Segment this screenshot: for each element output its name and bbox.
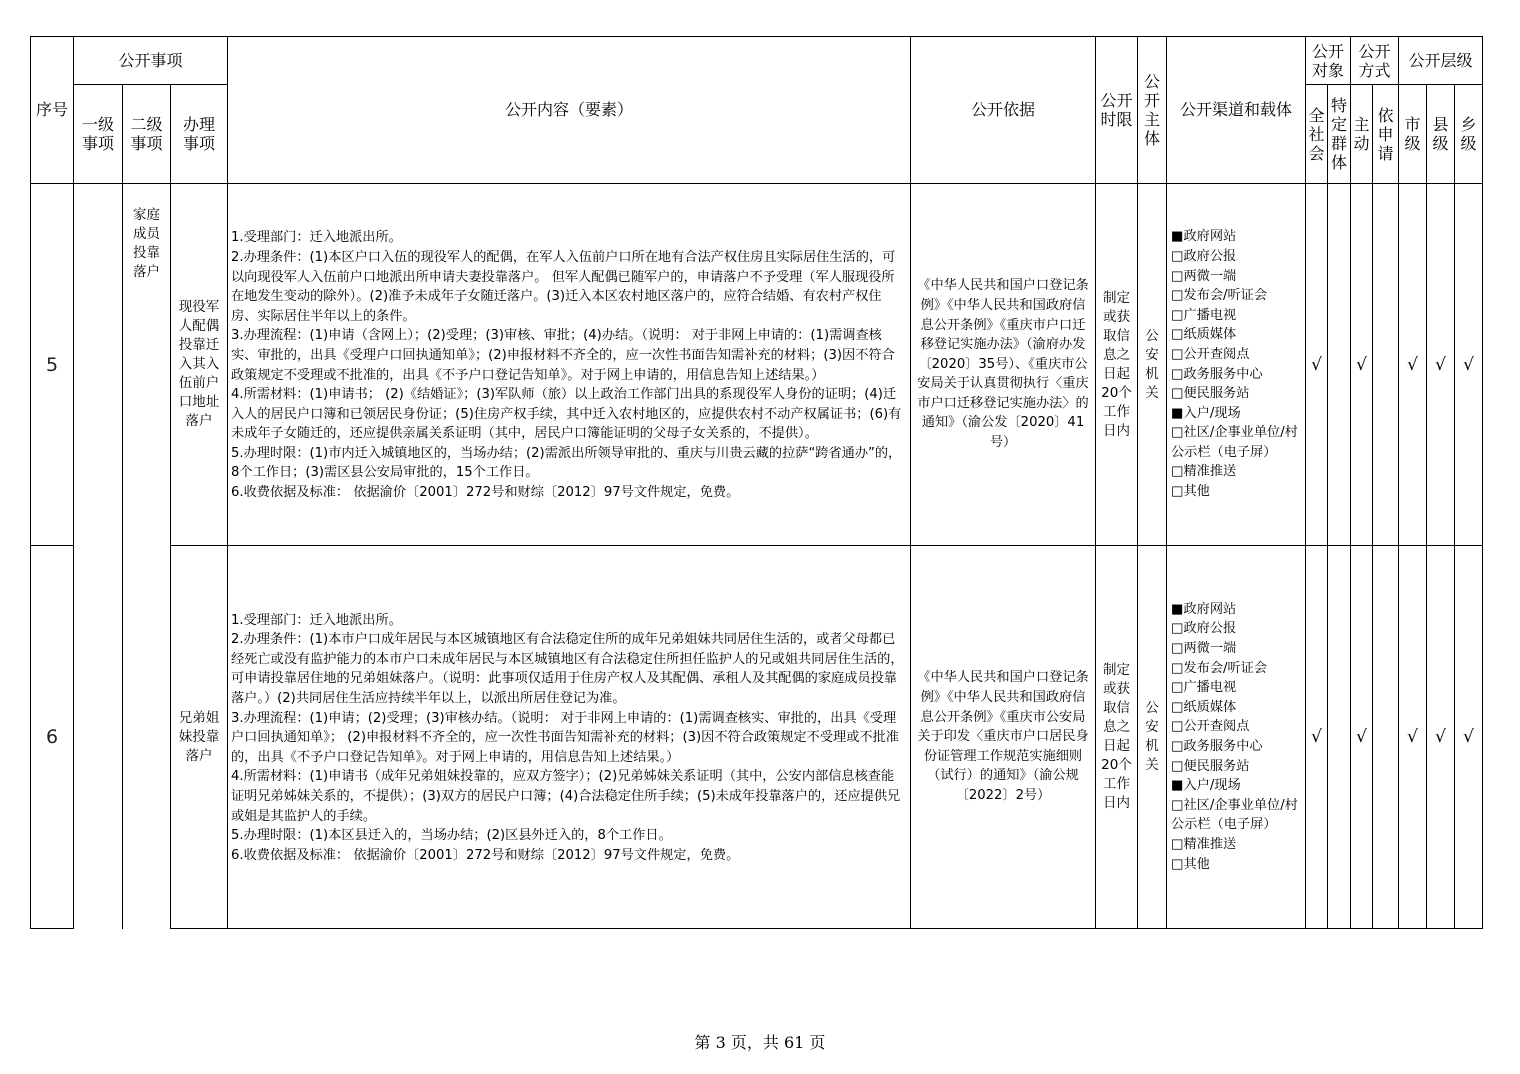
header-basis: 公开依据 [911, 37, 1096, 184]
channel-item: ■入户/现场 [1171, 778, 1241, 794]
header-object-group: 公开对象 [1306, 37, 1351, 85]
channel-item: □社区/企事业单位/村公示栏（电子屏） [1171, 425, 1298, 460]
header-channels: 公开渠道和载体 [1167, 37, 1306, 184]
row-content [228, 546, 911, 929]
content-line: 5.办理时限：(1)市内迁入城镇地区的，当场办结；(2)需派出所领导审批的、重庆与川贵云藏的拉萨“跨省通办”的，8个工作日；(3)需区县公安局审批的，15个工作日。 [231, 445, 902, 481]
content-line: 1.受理部门：迁入地派出所。 [231, 612, 402, 628]
channel-item: □其他 [1171, 856, 1210, 872]
channel-item: □其他 [1171, 484, 1210, 500]
channel-item: □两微一端 [1171, 641, 1237, 657]
channel-item: □纸质媒体 [1171, 699, 1237, 715]
channel-item: □两微一端 [1171, 268, 1237, 284]
channel-item: □公开查阅点 [1171, 346, 1250, 362]
row-content [228, 184, 911, 546]
channel-item: ■入户/现场 [1171, 405, 1241, 421]
header-level-town: 乡级 [1455, 85, 1483, 184]
header-subject: 公开主体 [1138, 37, 1167, 184]
row-subject: 公安机关 [1138, 546, 1167, 929]
header-level1: 一级事项 [74, 85, 123, 184]
check-method-active: √ [1351, 184, 1373, 546]
header-method-apply: 依申请 [1373, 85, 1399, 184]
check-level-county: √ [1427, 546, 1455, 929]
header-seq: 序号 [31, 37, 74, 184]
table-row [31, 546, 1483, 929]
channel-item: □公开查阅点 [1171, 719, 1250, 735]
channel-item: □政务服务中心 [1171, 739, 1263, 754]
content-line: 5.办理时限：(1)本区县迁入的，当场办结；(2)区县外迁入的，8个工作日。 [231, 828, 672, 844]
row-channels [1167, 546, 1306, 929]
check-level-city: √ [1399, 546, 1427, 929]
table-row [31, 184, 1483, 546]
channel-item: □便民服务站 [1171, 758, 1250, 774]
check-object-all: √ [1306, 184, 1328, 546]
header-level2: 二级事项 [123, 85, 171, 184]
header-method-group: 公开方式 [1351, 37, 1399, 85]
check-level-county: √ [1427, 184, 1455, 546]
channel-item: □精准推送 [1171, 464, 1237, 480]
channel-item: □精准推送 [1171, 836, 1237, 852]
header-level3: 办理事项 [171, 85, 228, 184]
header-content: 公开内容（要素） [228, 37, 911, 184]
row-level1 [74, 184, 123, 929]
row-subject: 公安机关 [1138, 184, 1167, 546]
row-basis: 《中华人民共和国户口登记条例》《中华人民共和国政府信息公开条例》《重庆市公安局关于印发〈重庆市户口居民身份证管理工作规范实施细则（试行）的通知》（渝公规〔2022〕2号） [911, 546, 1096, 929]
channel-item: ■政府网站 [1171, 601, 1237, 617]
check-object-specific [1328, 546, 1351, 929]
channel-item: □便民服务站 [1171, 386, 1250, 402]
channel-item: □发布会/听证会 [1171, 288, 1268, 304]
channel-item: □社区/企事业单位/村公示栏（电子屏） [1171, 797, 1298, 833]
row-level2: 家庭成员投靠落户 [123, 184, 171, 929]
content-line: 3.办理流程：(1)申请；(2)受理；(3)审核办结。（说明： 对于非网上申请的：(1)需调查核实、审批的，出具《受理户口回执通知单》； (2)申报材料不齐全的，应一次性书面告知需补充的材料；(3)因不符合政策规定不受理或不批准的，出具《不予户口登记告知单》。对于网上申请的，用信息告知上述结果。） [231, 710, 899, 765]
content-line: 3.办理流程：(1)申请（含网上）；(2)受理；(3)审核、审批；(4)办结。（说明： 对于非网上申请的：(1)需调查核实、审批的，出具《受理户口回执通知单》；(2)申报材料不齐全的，应一次性书面告知需补充的材料；(3)因不符合政策规定不受理或不批准的，出具《不予户口登记告知单》。对于网上申请的，用信息告知上述结果。） [231, 328, 895, 383]
channel-item: ■政府网站 [1171, 229, 1237, 245]
channel-item: □政府公报 [1171, 248, 1237, 264]
content-line: 6.收费依据及标准： 依据渝价〔2001〕272号和财综〔2012〕97号文件规定，免费。 [231, 847, 740, 863]
content-line: 4.所需材料：(1)申请书； (2)《结婚证》；(3)军队师（旅）以上政治工作部门出具的系现役军人身份的证明；(4)迁入人的居民户口簿和已领居民身份证；(5)住房产权手续，其中迁入农村地区的，应提供农村不动产权属证书；(6)有未成年子女随迁的，还应提供亲属关系证明（其中，居民户口簿能证明的父母子女关系的，不提供）。 [231, 387, 902, 442]
header-level-city: 市级 [1399, 85, 1427, 184]
row-channels [1167, 184, 1306, 546]
check-method-active: √ [1351, 546, 1373, 929]
channel-item: □纸质媒体 [1171, 327, 1237, 343]
channel-item: □政府公报 [1171, 621, 1237, 637]
check-object-all: √ [1306, 546, 1328, 929]
channel-item: □广播电视 [1171, 307, 1237, 323]
header-items-group: 公开事项 [74, 37, 228, 85]
check-object-specific [1328, 184, 1351, 546]
check-method-apply [1373, 184, 1399, 546]
content-line: 6.收费依据及标准： 依据渝价〔2001〕272号和财综〔2012〕97号文件规定，免费。 [231, 485, 740, 501]
check-method-apply [1373, 546, 1399, 929]
header-object-all: 全社会 [1306, 85, 1328, 184]
check-level-town: √ [1455, 184, 1483, 546]
header-level-county: 县级 [1427, 85, 1455, 184]
header-method-active: 主动 [1351, 85, 1373, 184]
page-number: 第 3 页，共 61 页 [694, 1033, 826, 1052]
header-time-limit: 公开时限 [1096, 37, 1138, 184]
row-seq: 5 [31, 184, 74, 546]
channel-item: □广播电视 [1171, 680, 1237, 696]
channel-item: □政务服务中心 [1171, 366, 1263, 382]
disclosure-table [30, 36, 1483, 929]
content-line: 2.办理条件：(1)本市户口成年居民与本区城镇地区有合法稳定住所的成年兄弟姐妹共同居住生活的，或者父母都已经死亡或没有监护能力的本市户口未成年居民与本区城镇地区有合法稳定住所担任监护人的兄或姐共同居住生活的，可申请投靠居住地的兄弟姐妹落户。（说明：此事项仅适用于住房产权人及其配偶、承租人及其配偶的家庭成员投靠落户。）(2)共同居住生活应持续半年以上，以派出所居住登记为准。 [231, 632, 904, 707]
row-seq: 6 [31, 546, 74, 929]
row-basis: 《中华人民共和国户口登记条例》《中华人民共和国政府信息公开条例》《重庆市户口迁移登记实施办法》（渝府办发〔2020〕35号）、《重庆市公安局关于认真贯彻执行〈重庆市户口迁移登记实施办法〉的通知》（渝公发〔2020〕41号） [911, 184, 1096, 546]
header-object-specific: 特定群体 [1328, 85, 1351, 184]
row-time-limit: 制定或获取信息之日起20个工作日内 [1096, 546, 1138, 929]
content-line: 1.受理部门：迁入地派出所。 [231, 230, 402, 246]
row-time-limit: 制定或获取信息之日起20个工作日内 [1096, 184, 1138, 546]
content-line: 4.所需材料：(1)申请书（成年兄弟姐妹投靠的，应双方签字）；(2)兄弟姊妹关系证明（其中，公安内部信息核查能证明兄弟姊妹关系的，不提供）；(3)双方的居民户口簿；(4)合法稳定住所手续；(5)未成年投靠落户的，还应提供兄或姐是其监护人的手续。 [231, 769, 901, 824]
row-item: 兄弟姐妹投靠落户 [171, 546, 228, 929]
check-level-town: √ [1455, 546, 1483, 929]
channel-item: □发布会/听证会 [1171, 660, 1268, 676]
check-level-city: √ [1399, 184, 1427, 546]
content-line: 2.办理条件：(1)本区户口入伍的现役军人的配偶，在军人入伍前户口所在地有合法产权住房且实际居住生活的，可以向现役军人入伍前户口地派出所申请夫妻投靠落户。 但军人配偶已随军户的，申请落户不予受理（军人服现役所在地发生变动的除外）。(2)准予未成年子女随迁落户。(3)迁入本区农村地区落户的，应符合结婚、有农村产权住房、实际居住半年以上的条件。 [231, 249, 896, 324]
row-item: 现役军人配偶投靠迁入其入伍前户口地址落户 [171, 184, 228, 546]
header-level-group: 公开层级 [1399, 37, 1483, 85]
